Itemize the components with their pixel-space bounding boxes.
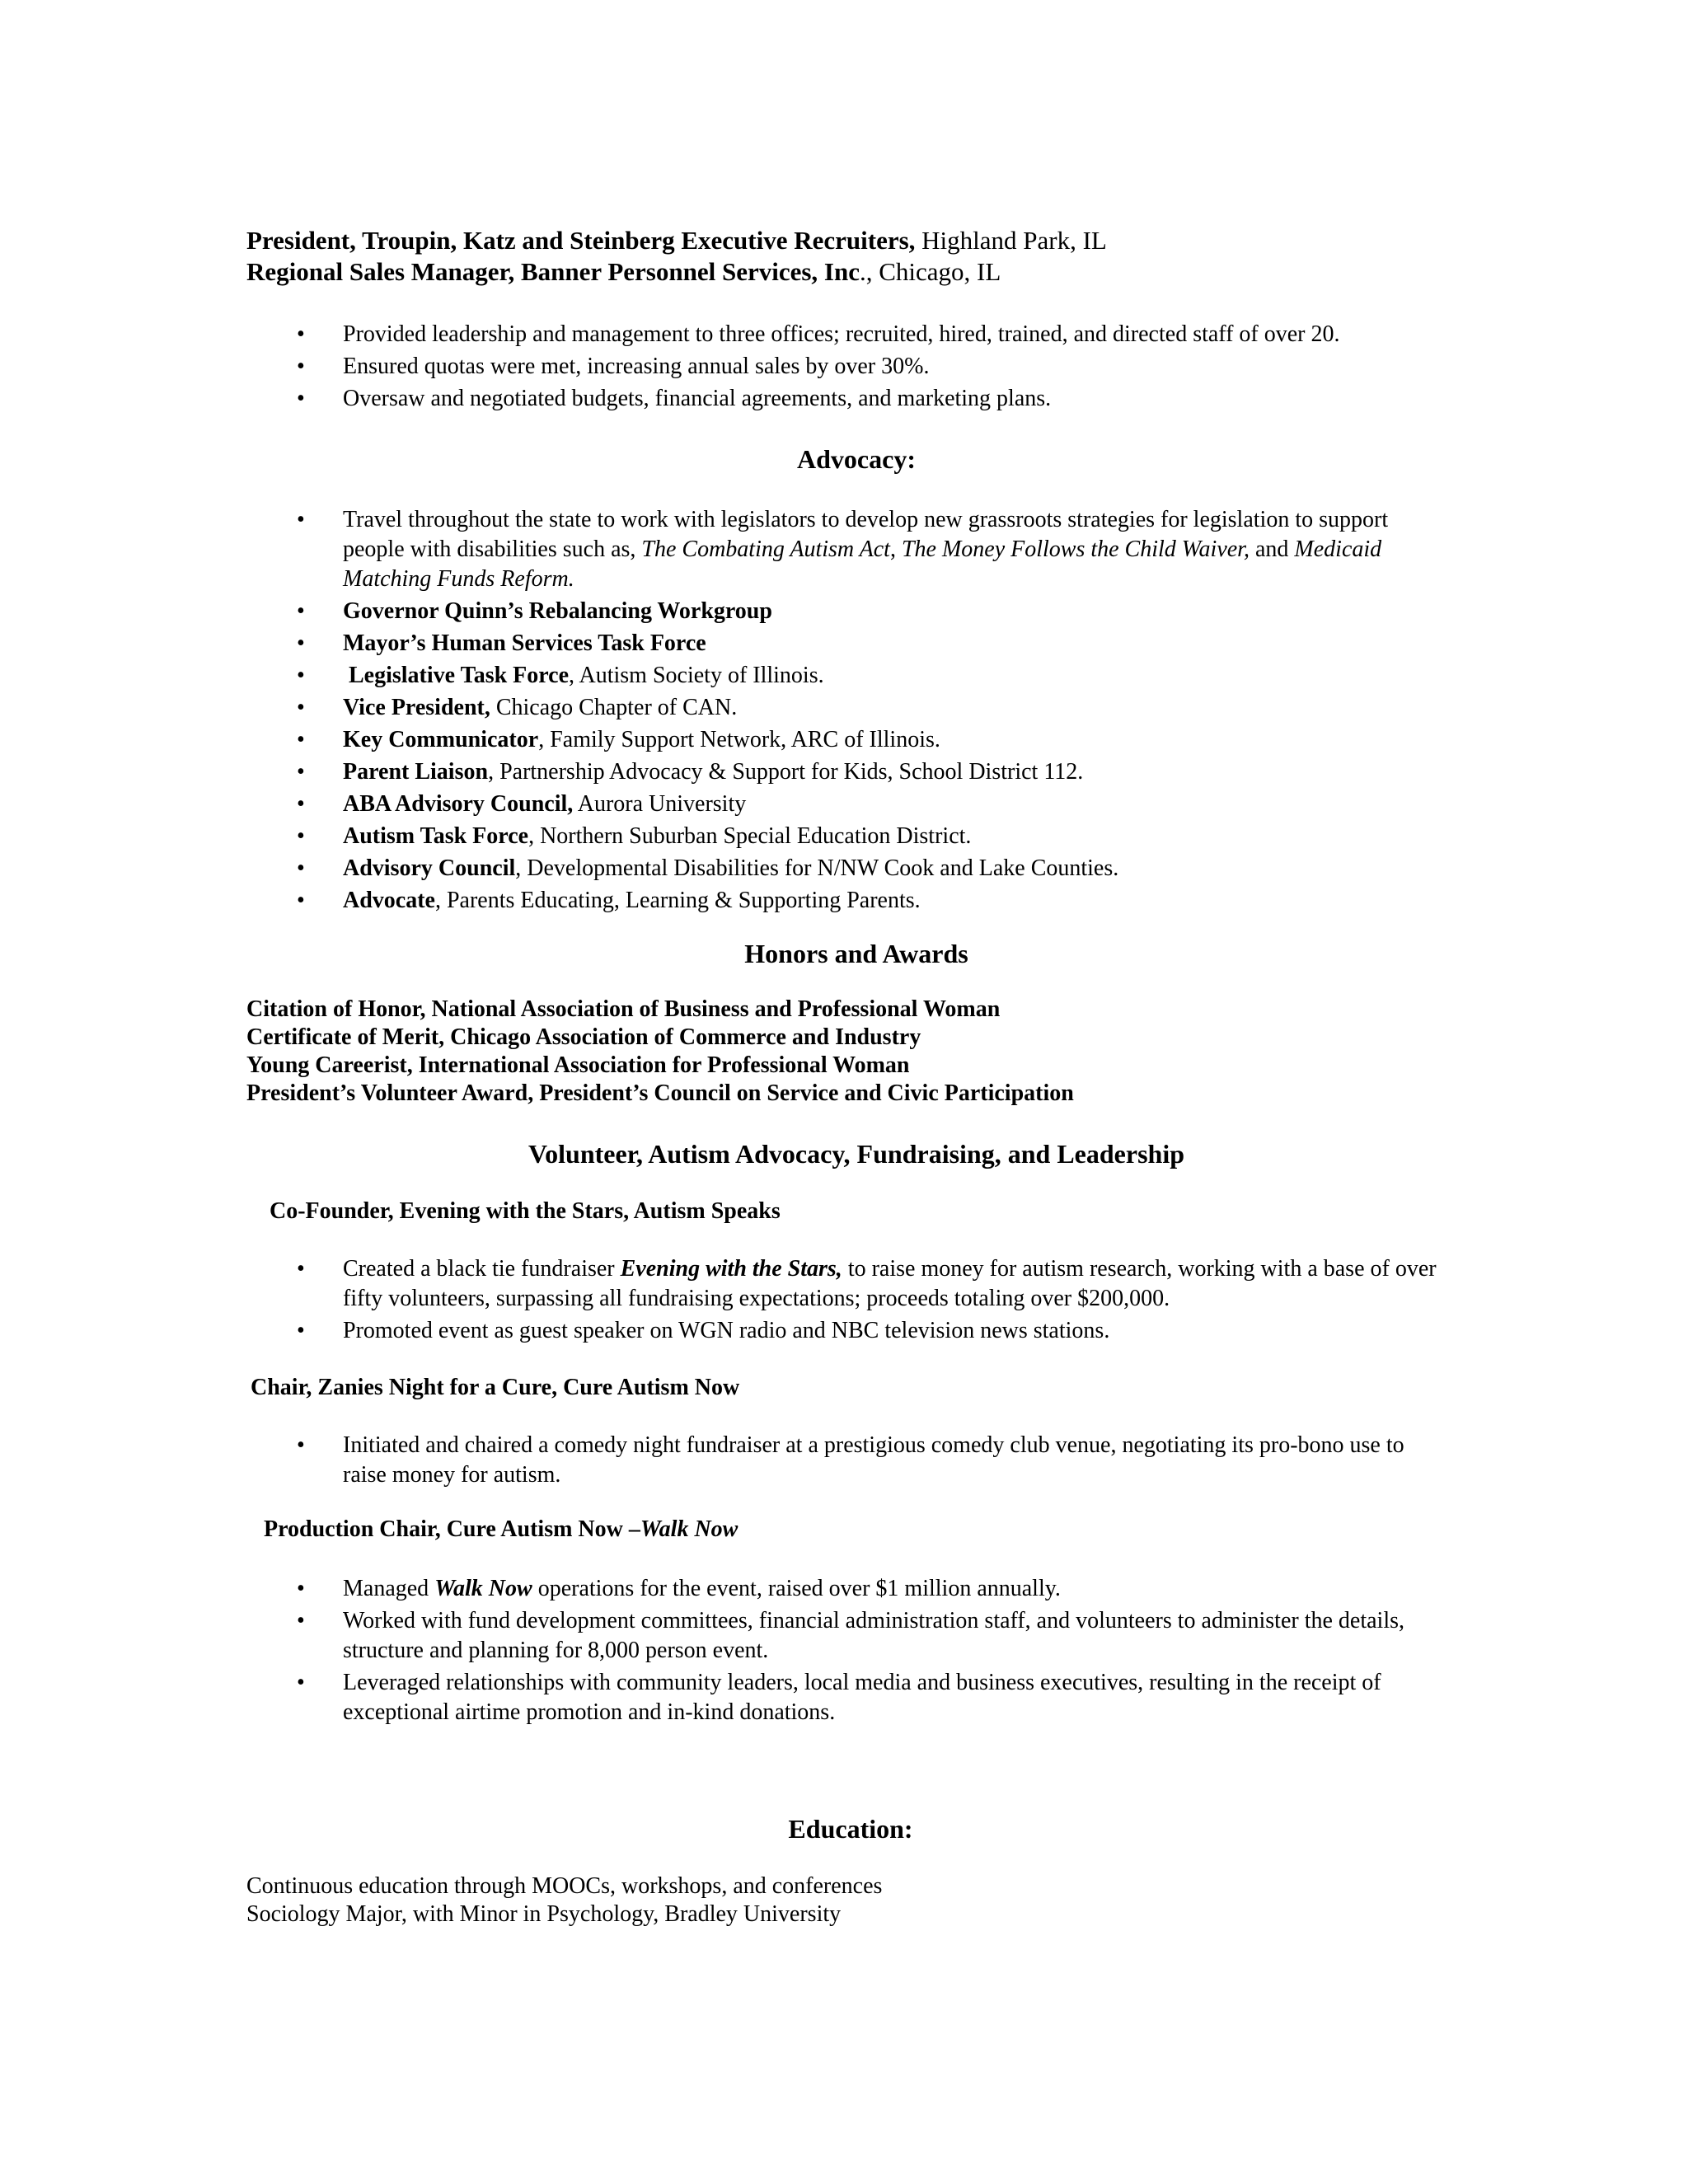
legislation-title: Medicaid Matching Funds Reform. [343, 537, 1382, 592]
role-name: Legislative Task Force [343, 663, 570, 688]
list-item: • Promoted event as guest speaker on WGN radio and NBC television news stations. [297, 1316, 1442, 1346]
list-item [297, 790, 1442, 819]
honor-item: Young Careerist, International Association for Professional Woman [246, 1052, 910, 1078]
role-name: Advisory Council [343, 855, 516, 881]
role-name: Governor Quinn’s Rebalancing Workgroup [343, 598, 772, 624]
role-detail: Aurora University [573, 791, 747, 817]
list-item: • Provided leadership and management to three offices; recruited, hired, trained, and directed staff of over 20. [297, 320, 1442, 349]
section-heading-honors: Honors and Awards [744, 939, 968, 968]
education-list [246, 1872, 882, 1929]
role-title-chair: Chair, Zanies Night for a Cure, Cure Autism Now [251, 1375, 740, 1400]
advocacy-bullet-list [297, 505, 1442, 918]
list-item [297, 757, 1442, 787]
education-item: Continuous education through MOOCs, workshops, and conferences [246, 1873, 883, 1899]
role-title-text: Production Chair, Cure Autism Now – [264, 1516, 640, 1542]
role-detail: , Partnership Advocacy & Support for Kids, School District 112. [488, 759, 1084, 785]
role-detail: , Northern Suburban Special Education District. [528, 823, 972, 849]
advocacy-intro-text: Travel throughout the state to work with legislators to develop new grassroots strategies for legislation to support people with disabilities such as, [343, 507, 1389, 562]
bullet-text: Created a black tie fundraiser [343, 1256, 621, 1282]
list-item [297, 854, 1442, 883]
list-item: • Ensured quotas were met, increasing annual sales by over 30%. [297, 352, 1442, 382]
role-name: Mayor’s Human Services Task Force [343, 630, 706, 656]
list-item [297, 629, 1442, 658]
job-location: Highland Park, IL [915, 226, 1107, 255]
chair-bullet-list [297, 1431, 1442, 1493]
co-founder-bullet-list [297, 1254, 1442, 1348]
role-title-production-chair [264, 1515, 738, 1544]
employment-bullet-list [297, 320, 1442, 416]
role-name: ABA Advisory Council, [343, 791, 574, 817]
role-name: Autism Task Force [343, 823, 529, 849]
role-name: Parent Liaison [343, 759, 489, 785]
honors-list [246, 996, 1074, 1108]
legislation-title: The Money Follows the Child Waiver, [901, 537, 1250, 562]
list-item [297, 597, 1442, 626]
section-heading-advocacy: Advocacy: [797, 444, 916, 474]
bullet-text: Managed [343, 1576, 435, 1601]
list-item [297, 661, 1442, 691]
event-name: Walk Now [434, 1576, 532, 1601]
section-heading-volunteer: Volunteer, Autism Advocacy, Fundraising, and Leadership [528, 1139, 1184, 1169]
separator: , [889, 537, 902, 562]
list-item [297, 822, 1442, 851]
section-heading-education: Education: [788, 1814, 913, 1844]
list-item [297, 1574, 1442, 1604]
list-item: • Oversaw and negotiated budgets, financial agreements, and marketing plans. [297, 384, 1442, 414]
list-item: • Initiated and chaired a comedy night fundraiser at a prestigious comedy club venue, negotiating its pro-bono use to raise money for autism. [297, 1431, 1442, 1490]
role-name: Advocate [343, 888, 435, 913]
conjunction: and [1249, 537, 1295, 562]
job-heading-president [246, 224, 1107, 257]
role-detail: , Autism Society of Illinois. [569, 663, 824, 688]
list-item [297, 693, 1442, 723]
list-item [297, 886, 1442, 916]
list-item: • Worked with fund development committees, financial administration staff, and volunteers to administer the details, structure and planning for 8,000 person event. [297, 1606, 1442, 1666]
event-name: Evening with the Stars, [620, 1256, 842, 1282]
bullet-text: to raise money for autism research, working with a base of over fifty volunteers, surpassing all fundraising expectations; proceeds totaling over $200,000. [343, 1256, 1437, 1311]
list-item: • Leveraged relationships with community leaders, local media and business executives, resulting in the receipt of exceptional airtime promotion and in-kind donations. [297, 1668, 1442, 1727]
list-item [297, 1254, 1442, 1314]
job-title: Regional Sales Manager, Banner Personnel Services, Inc [246, 257, 860, 286]
role-detail: , Parents Educating, Learning & Supporting Parents. [434, 888, 921, 913]
role-detail: , Developmental Disabilities for N/NW Cook and Lake Counties. [515, 855, 1119, 881]
honor-item: President’s Volunteer Award, President’s Council on Service and Civic Participation [246, 1080, 1074, 1106]
job-heading-regional-sales [246, 255, 1001, 288]
event-name: Walk Now [640, 1516, 738, 1542]
role-detail: , Family Support Network, ARC of Illinois. [538, 727, 940, 752]
bullet-text: operations for the event, raised over $1 million annually. [532, 1576, 1061, 1601]
honor-item: Citation of Honor, National Association of Business and Professional Woman [246, 996, 1001, 1022]
role-title-co-founder: Co-Founder, Evening with the Stars, Autism Speaks [270, 1198, 781, 1224]
education-item: Sociology Major, with Minor in Psychology, Bradley University [246, 1901, 842, 1927]
honor-item: Certificate of Merit, Chicago Association of Commerce and Industry [246, 1024, 921, 1050]
job-title: President, Troupin, Katz and Steinberg Executive Recruiters, [246, 226, 916, 255]
job-location: ., Chicago, IL [859, 257, 1001, 286]
role-name: Vice President, [343, 695, 490, 720]
legislation-title: The Combating Autism Act [641, 537, 890, 562]
list-item [297, 505, 1442, 594]
role-name: Key Communicator [343, 727, 539, 752]
role-detail: Chicago Chapter of CAN. [490, 695, 738, 720]
production-chair-bullet-list [297, 1574, 1442, 1730]
list-item [297, 725, 1442, 755]
